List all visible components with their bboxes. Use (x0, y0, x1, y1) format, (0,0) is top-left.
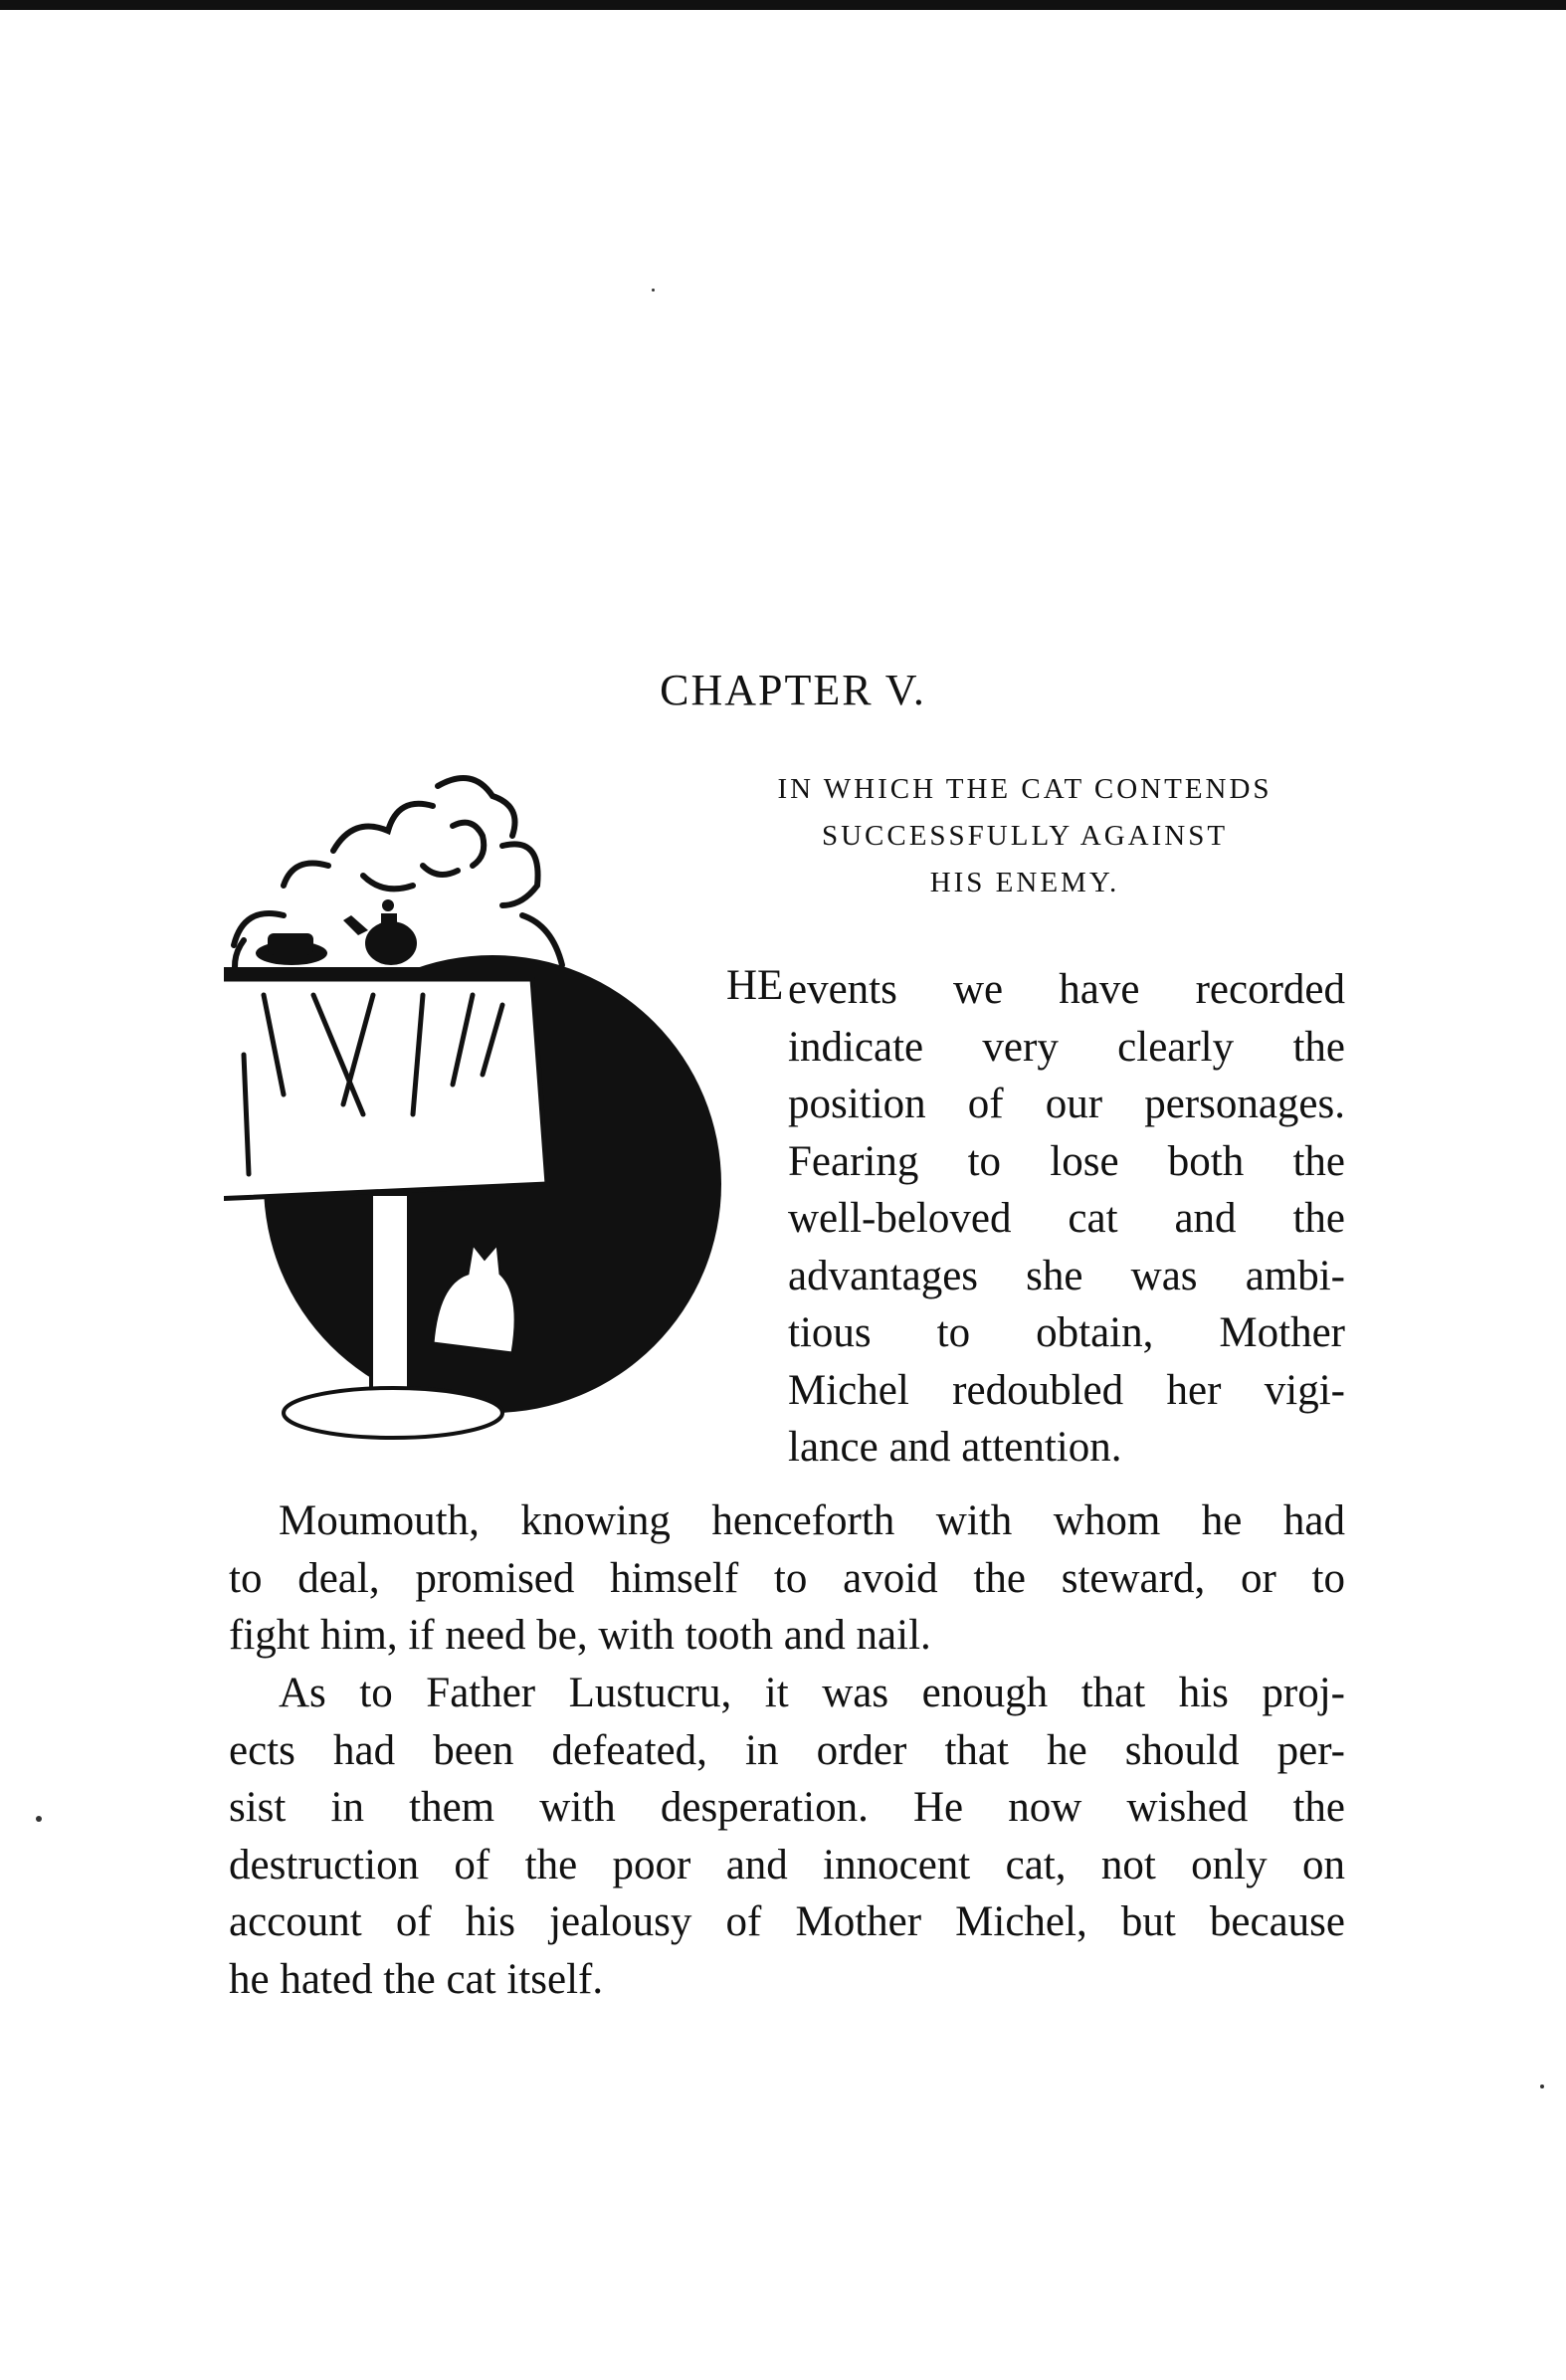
paragraph-line: Fearing to lose both the (788, 1137, 1345, 1185)
paragraph-line: Michel redoubled her vigi- (788, 1366, 1345, 1414)
chapter-subtitle (696, 766, 1353, 906)
dropcap-illustration (224, 756, 761, 1453)
paragraph-line: advantages she was ambi- (788, 1252, 1345, 1299)
paragraph-line: As to Father Lustucru, it was enough that his proj- (279, 1670, 1345, 1716)
paragraph-line: ects had been defeated, in order that he should per- (229, 1726, 1345, 1774)
paper-speck (1540, 2084, 1544, 2088)
paragraph-line: tious to obtain, Mother (788, 1309, 1345, 1356)
subtitle-line: SUCCESSFULLY AGAINST (821, 820, 1229, 852)
paragraph-line: sist in them with desperation. He now wished the (229, 1784, 1345, 1831)
paragraph-line: position of our personages. (788, 1081, 1345, 1127)
table-pedestal (371, 1194, 409, 1393)
paper-speck (652, 289, 655, 292)
paragraph-line: events we have recorded (788, 966, 1345, 1013)
subtitle-line: HIS ENEMY. (929, 867, 1120, 898)
paragraph-2 (229, 1492, 1345, 1665)
paragraph-3 (229, 1665, 1345, 2008)
paragraph-1 (788, 961, 1345, 1477)
paragraph-line: he hated the cat itself. (229, 1955, 604, 2003)
paper-speck (36, 1816, 42, 1822)
paragraph-line: lance and attention. (788, 1424, 1122, 1471)
paragraph-line: destruction of the poor and innocent cat, not only on (229, 1841, 1345, 1888)
teapot-and-cups (256, 899, 417, 965)
paragraph-line: to deal, promised himself to avoid the steward, or to (229, 1554, 1345, 1602)
top-edge-rule (0, 0, 1566, 10)
paragraph-line: Moumouth, knowing henceforth with whom he had (279, 1497, 1345, 1544)
subtitle-line: IN WHICH THE CAT CONTENDS (777, 773, 1272, 805)
paragraph-line: well-beloved cat and the (788, 1195, 1345, 1242)
paragraph-line: fight him, if need be, with tooth and nail. (229, 1612, 931, 1659)
table-base (284, 1388, 502, 1438)
chapter-title: CHAPTER V. (660, 666, 926, 714)
paragraph-line: account of his jealousy of Mother Michel, but because (229, 1898, 1345, 1945)
dropcap-tail: HE (726, 962, 784, 1009)
paragraph-line: indicate very clearly the (788, 1023, 1345, 1071)
